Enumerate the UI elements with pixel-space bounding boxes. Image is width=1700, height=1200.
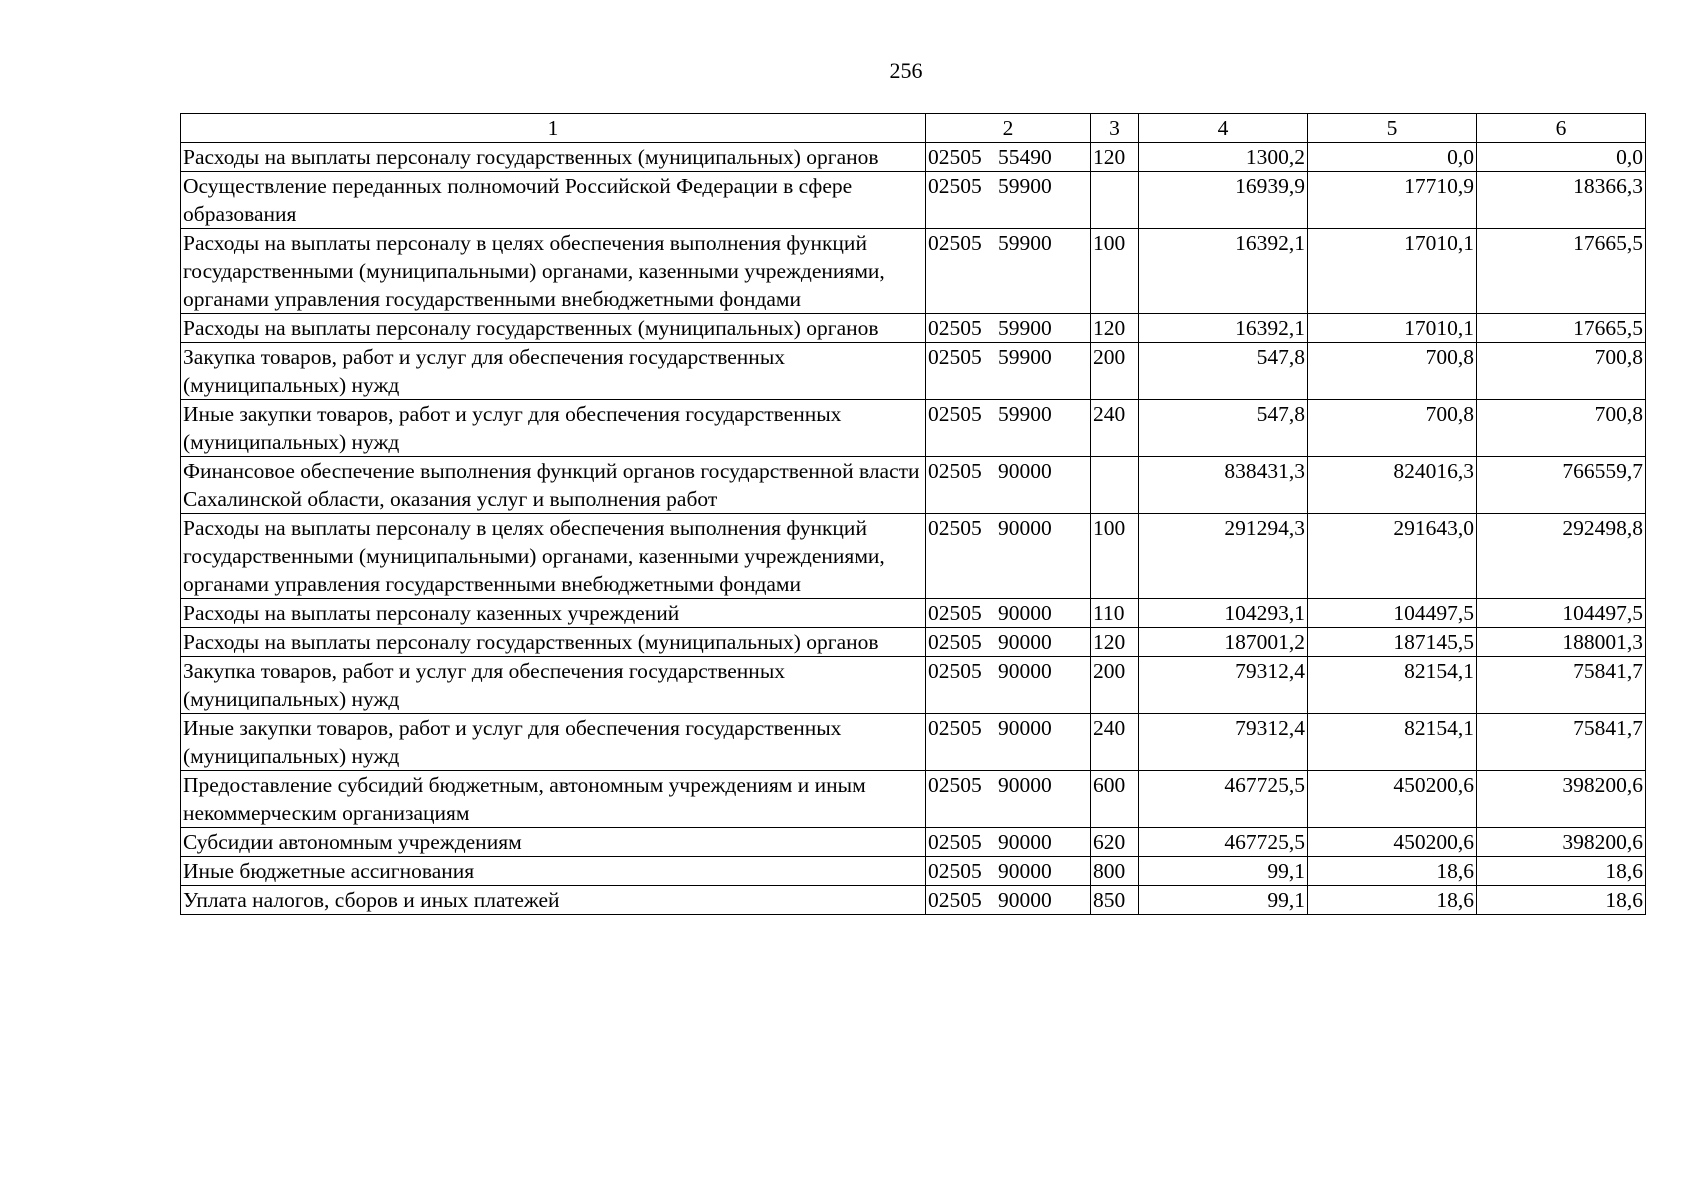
row-value-col-4: 99,1 (1139, 857, 1308, 886)
budget-table (180, 113, 1646, 915)
row-value-col-6: 398200,6 (1477, 771, 1646, 828)
row-value-col-4: 79312,4 (1139, 657, 1308, 714)
row-code (926, 628, 1091, 657)
row-value-col-5: 82154,1 (1308, 657, 1477, 714)
row-code (926, 143, 1091, 172)
row-value-col-6: 75841,7 (1477, 714, 1646, 771)
code-item: 59900 (998, 402, 1052, 426)
row-code (926, 771, 1091, 828)
row-value-col-6: 700,8 (1477, 400, 1646, 457)
code-section: 02505 (928, 345, 982, 369)
row-name: Расходы на выплаты персоналу в целях обеспечения выполнения функций государственными (муниципальными) органами, казенными учреждениями, органами управления государственными внебюджетными фондами (181, 514, 926, 599)
row-name: Закупка товаров, работ и услуг для обеспечения государственных (муниципальных) нужд (181, 343, 926, 400)
row-value-col-6: 18,6 (1477, 857, 1646, 886)
row-value-col-5: 450200,6 (1308, 828, 1477, 857)
row-value-col-5: 82154,1 (1308, 714, 1477, 771)
row-code (926, 828, 1091, 857)
code-item: 90000 (998, 516, 1052, 540)
row-value-col-6: 17665,5 (1477, 314, 1646, 343)
code-section: 02505 (928, 516, 982, 540)
row-value-col-5: 0,0 (1308, 143, 1477, 172)
row-name: Расходы на выплаты персоналу государственных (муниципальных) органов (181, 143, 926, 172)
row-value-col-5: 291643,0 (1308, 514, 1477, 599)
row-value-col-5: 700,8 (1308, 343, 1477, 400)
row-name: Субсидии автономным учреждениям (181, 828, 926, 857)
row-code (926, 400, 1091, 457)
row-expense-type: 240 (1091, 714, 1139, 771)
row-value-col-4: 16392,1 (1139, 314, 1308, 343)
table-row (181, 857, 1646, 886)
row-expense-type: 240 (1091, 400, 1139, 457)
table-row (181, 400, 1646, 457)
row-code (926, 514, 1091, 599)
row-value-col-6: 700,8 (1477, 343, 1646, 400)
row-value-col-4: 99,1 (1139, 886, 1308, 915)
code-section: 02505 (928, 174, 982, 198)
header-col-3: 3 (1091, 114, 1139, 143)
row-expense-type: 620 (1091, 828, 1139, 857)
row-value-col-5: 17010,1 (1308, 229, 1477, 314)
row-code (926, 314, 1091, 343)
row-name: Иные бюджетные ассигнования (181, 857, 926, 886)
row-value-col-5: 18,6 (1308, 857, 1477, 886)
code-section: 02505 (928, 716, 982, 740)
code-section: 02505 (928, 316, 982, 340)
row-expense-type: 100 (1091, 514, 1139, 599)
code-item: 90000 (998, 716, 1052, 740)
code-item: 90000 (998, 601, 1052, 625)
code-section: 02505 (928, 630, 982, 654)
code-section: 02505 (928, 231, 982, 255)
row-value-col-6: 0,0 (1477, 143, 1646, 172)
row-expense-type: 850 (1091, 886, 1139, 915)
page-number: 256 (889, 58, 923, 83)
row-name: Расходы на выплаты персоналу государственных (муниципальных) органов (181, 314, 926, 343)
row-value-col-5: 18,6 (1308, 886, 1477, 915)
row-value-col-5: 187145,5 (1308, 628, 1477, 657)
row-name: Осуществление переданных полномочий Российской Федерации в сфере образования (181, 172, 926, 229)
row-value-col-6: 766559,7 (1477, 457, 1646, 514)
code-item: 90000 (998, 859, 1052, 883)
row-value-col-6: 292498,8 (1477, 514, 1646, 599)
header-col-1: 1 (181, 114, 926, 143)
row-value-col-4: 16392,1 (1139, 229, 1308, 314)
code-item: 59900 (998, 345, 1052, 369)
row-expense-type: 120 (1091, 143, 1139, 172)
row-value-col-4: 291294,3 (1139, 514, 1308, 599)
row-value-col-4: 79312,4 (1139, 714, 1308, 771)
row-value-col-4: 1300,2 (1139, 143, 1308, 172)
row-code (926, 457, 1091, 514)
row-name: Иные закупки товаров, работ и услуг для обеспечения государственных (муниципальных) нужд (181, 400, 926, 457)
row-value-col-4: 187001,2 (1139, 628, 1308, 657)
row-name: Иные закупки товаров, работ и услуг для обеспечения государственных (муниципальных) нужд (181, 714, 926, 771)
code-section: 02505 (928, 145, 982, 169)
row-value-col-4: 547,8 (1139, 400, 1308, 457)
header-col-6: 6 (1477, 114, 1646, 143)
row-name: Предоставление субсидий бюджетным, автономным учреждениям и иным некоммерческим организациям (181, 771, 926, 828)
row-name: Уплата налогов, сборов и иных платежей (181, 886, 926, 915)
code-section: 02505 (928, 773, 982, 797)
table-row (181, 229, 1646, 314)
row-name: Закупка товаров, работ и услуг для обеспечения государственных (муниципальных) нужд (181, 657, 926, 714)
row-value-col-5: 824016,3 (1308, 457, 1477, 514)
row-expense-type (1091, 172, 1139, 229)
row-expense-type: 100 (1091, 229, 1139, 314)
row-name: Расходы на выплаты персоналу в целях обеспечения выполнения функций государственными (муниципальными) органами, казенными учреждениями, органами управления государственными внебюджетными фондами (181, 229, 926, 314)
header-row (181, 114, 1646, 143)
row-expense-type: 800 (1091, 857, 1139, 886)
table-row (181, 828, 1646, 857)
code-section: 02505 (928, 459, 982, 483)
code-item: 90000 (998, 659, 1052, 683)
table-row (181, 886, 1646, 915)
row-value-col-4: 547,8 (1139, 343, 1308, 400)
code-section: 02505 (928, 659, 982, 683)
row-value-col-5: 17710,9 (1308, 172, 1477, 229)
code-item: 90000 (998, 630, 1052, 654)
row-name: Расходы на выплаты персоналу казенных учреждений (181, 599, 926, 628)
row-expense-type: 110 (1091, 599, 1139, 628)
table-row (181, 771, 1646, 828)
row-value-col-4: 467725,5 (1139, 828, 1308, 857)
code-section: 02505 (928, 601, 982, 625)
row-expense-type: 200 (1091, 657, 1139, 714)
table-row (181, 514, 1646, 599)
row-code (926, 886, 1091, 915)
table-row (181, 657, 1646, 714)
table-row (181, 172, 1646, 229)
code-item: 90000 (998, 888, 1052, 912)
row-code (926, 599, 1091, 628)
code-section: 02505 (928, 830, 982, 854)
row-value-col-6: 104497,5 (1477, 599, 1646, 628)
table-row (181, 599, 1646, 628)
row-expense-type: 120 (1091, 314, 1139, 343)
code-section: 02505 (928, 859, 982, 883)
row-value-col-5: 450200,6 (1308, 771, 1477, 828)
code-item: 55490 (998, 145, 1052, 169)
row-value-col-4: 16939,9 (1139, 172, 1308, 229)
code-section: 02505 (928, 402, 982, 426)
table-row (181, 714, 1646, 771)
row-code (926, 229, 1091, 314)
row-value-col-5: 700,8 (1308, 400, 1477, 457)
row-value-col-6: 398200,6 (1477, 828, 1646, 857)
row-expense-type: 600 (1091, 771, 1139, 828)
code-item: 59900 (998, 316, 1052, 340)
row-code (926, 343, 1091, 400)
code-section: 02505 (928, 888, 982, 912)
row-value-col-5: 104497,5 (1308, 599, 1477, 628)
table-row (181, 457, 1646, 514)
code-item: 90000 (998, 773, 1052, 797)
header-col-5: 5 (1308, 114, 1477, 143)
table-body (181, 143, 1646, 915)
header-col-2: 2 (926, 114, 1091, 143)
row-value-col-6: 18,6 (1477, 886, 1646, 915)
row-value-col-4: 467725,5 (1139, 771, 1308, 828)
table-row (181, 314, 1646, 343)
row-expense-type: 120 (1091, 628, 1139, 657)
row-code (926, 172, 1091, 229)
code-item: 90000 (998, 830, 1052, 854)
row-expense-type: 200 (1091, 343, 1139, 400)
row-expense-type (1091, 457, 1139, 514)
row-value-col-5: 17010,1 (1308, 314, 1477, 343)
row-code (926, 657, 1091, 714)
code-item: 59900 (998, 231, 1052, 255)
table-row (181, 143, 1646, 172)
row-name: Финансовое обеспечение выполнения функций органов государственной власти Сахалинской области, оказания услуг и выполнения работ (181, 457, 926, 514)
row-value-col-4: 104293,1 (1139, 599, 1308, 628)
table-row (181, 343, 1646, 400)
code-item: 59900 (998, 174, 1052, 198)
row-value-col-6: 17665,5 (1477, 229, 1646, 314)
row-code (926, 714, 1091, 771)
row-name: Расходы на выплаты персоналу государственных (муниципальных) органов (181, 628, 926, 657)
header-col-4: 4 (1139, 114, 1308, 143)
row-value-col-6: 18366,3 (1477, 172, 1646, 229)
code-item: 90000 (998, 459, 1052, 483)
row-value-col-6: 75841,7 (1477, 657, 1646, 714)
row-code (926, 857, 1091, 886)
row-value-col-6: 188001,3 (1477, 628, 1646, 657)
table-row (181, 628, 1646, 657)
row-value-col-4: 838431,3 (1139, 457, 1308, 514)
